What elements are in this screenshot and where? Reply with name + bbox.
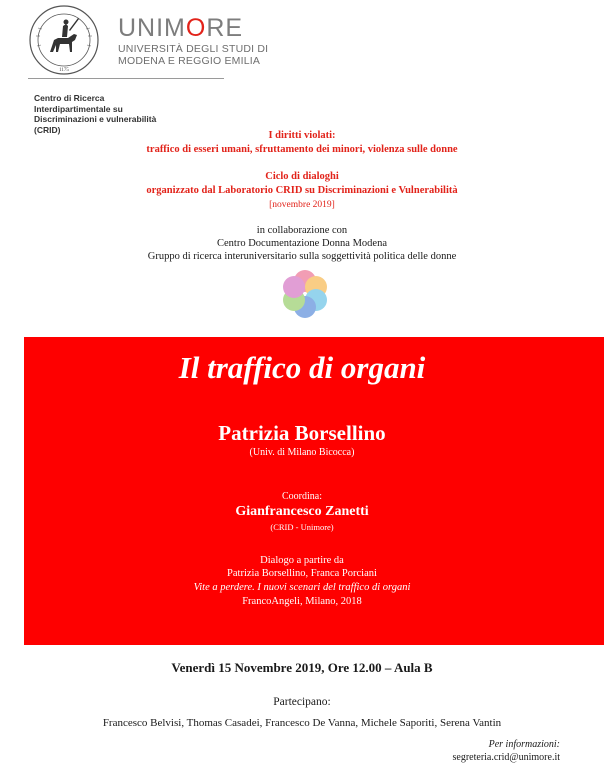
centre-line: Centro di Ricerca	[34, 93, 105, 103]
collab-label: in collaborazione con	[256, 225, 348, 236]
series-subtitle: traffico di esseri umani, sfruttamento dei minori, violenza sulle donne	[146, 144, 458, 155]
book-publisher: FrancoAngeli, Milano, 2018	[242, 596, 362, 607]
info-label: Per informazioni:	[488, 739, 560, 750]
book-authors: Patrizia Borsellino, Franca Porciani	[227, 568, 377, 579]
centre-line: Interdipartimentale su	[34, 103, 123, 114]
info-email-link[interactable]: segreteria.crid@unimore.it	[452, 752, 560, 763]
flower-logo-icon	[277, 266, 333, 322]
series-title: I diritti violati:	[268, 130, 336, 141]
coordinator-label: Coordina:	[282, 491, 322, 502]
participants-list: Francesco Belvisi, Thomas Casadei, Francesco De Vanna, Michele Saporiti, Serena Vantin	[102, 717, 502, 729]
event-date: Venerdì 15 Novembre 2019, Ore 12.00 – Aula B	[171, 660, 433, 675]
speaker-name: Patrizia Borsellino	[218, 421, 386, 445]
wordmark-suffix: RE	[206, 14, 244, 42]
speaker-affiliation: (Univ. di Milano Bicocca)	[249, 447, 355, 458]
university-name-line-1: UNIVERSITÀ DEGLI STUDI DI	[118, 43, 269, 55]
cycle-date: [novembre 2019]	[269, 200, 335, 210]
seal-year: 1175	[59, 68, 69, 73]
book-intro: Dialogo a partire da	[260, 555, 344, 566]
university-name-line-2: MODENA E REGGIO EMILIA	[118, 55, 261, 67]
wordmark-o: O	[185, 14, 207, 42]
university-seal-icon	[28, 4, 100, 76]
coordinator-affiliation: (CRID - Unimore)	[270, 522, 334, 532]
participants-label: Partecipano:	[273, 696, 331, 708]
wordmark-prefix: UNIM	[118, 14, 186, 42]
collab-partner-1: Centro Documentazione Donna Modena	[217, 238, 387, 249]
collab-partner-2: Gruppo di ricerca interuniversitario sulla soggettività politica delle donne	[147, 251, 457, 262]
unimore-wordmark	[118, 14, 243, 43]
cycle-organizer: organizzato dal Laboratorio CRID su Discriminazioni e Vulnerabilità	[146, 185, 458, 196]
centre-name-block	[34, 93, 156, 135]
centre-line: Discriminazioni e vulnerabilità	[34, 114, 157, 124]
centre-line: (CRID)	[34, 124, 61, 135]
event-title: Il traffico di organi	[178, 350, 426, 385]
header-divider	[28, 78, 224, 79]
coordinator-name: Gianfrancesco Zanetti	[235, 504, 369, 519]
cycle-heading: Ciclo di dialoghi	[265, 171, 339, 182]
book-title: Vite a perdere. I nuovi scenari del traffico di organi	[193, 582, 411, 593]
